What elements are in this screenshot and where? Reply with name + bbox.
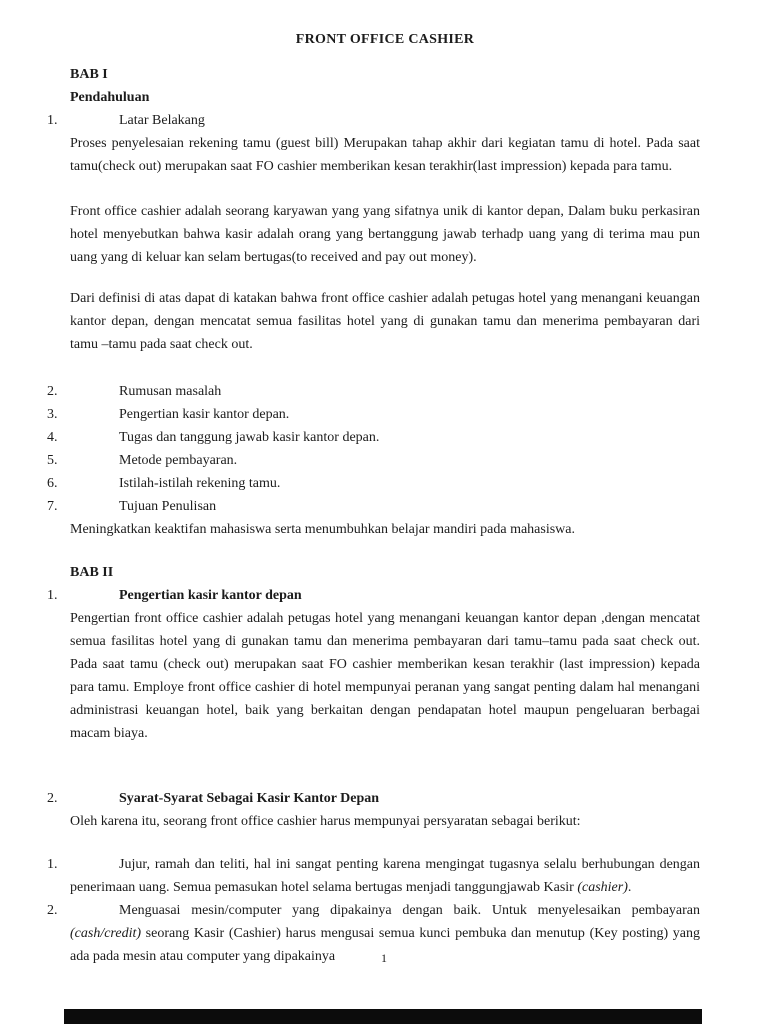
paragraph: Pengertian front office cashier adalah petugas hotel yang menangani keuangan kantor depan ,dengan mencatat semua fasilitas hotel yang di gunakan tamu dan menerima pembayaran dari tamu–tamu pada saat check out. Pada saat tamu (check out) merupakan saat FO cashier memberikan kesan terakhir (last impression) kepada para tamu. Employe front office cashier di hotel mempunyai peranan yang sangat penting dalam hal menangani administrasi keuangan hotel, baik yang berkaitan dengan pendapatan hotel maupun pengeluaran berbagai macam biaya. [70, 611, 700, 741]
list-label: Latar Belakang [119, 113, 205, 128]
section-title: Syarat-Syarat Sebagai Kasir Kantor Depan [119, 791, 380, 806]
bab1-closing-paragraph: Meningkatkan keaktifan mahasiswa serta menumbuhkan belajar mandiri pada mahasiswa. [70, 522, 575, 537]
list-item [47, 449, 700, 472]
bab1-topic-list [47, 380, 700, 518]
list-label: Metode pembayaran. [119, 453, 238, 468]
list-number: 3. [47, 407, 58, 422]
paragraph: Proses penyelesaian rekening tamu (guest bill) Merupakan tahap akhir dari kegiatan tamu di hotel. Pada saat tamu(check out) merupakan saat FO cashier memberikan kesan terakhir(last impression) kepada para tamu. [70, 136, 700, 174]
requirement-text: Menguasai mesin/computer yang dipakainya dengan baik. Untuk menyelesaikan pembayaran [119, 903, 700, 918]
list-label: Istilah-istilah rekening tamu. [119, 476, 281, 491]
list-item-latar-belakang [47, 109, 700, 132]
next-page-edge [64, 1009, 702, 1024]
list-number: 2. [47, 791, 58, 806]
bab2-section1-heading [47, 584, 700, 607]
bab2-section2-intro: Oleh karena itu, seorang front office cashier harus mempunyai persyaratan sebagai berikut: [70, 814, 581, 829]
list-item [47, 495, 700, 518]
requirement-text: seorang Kasir (Cashier) harus mengusai semua kunci pembuka dan menutup (Key posting) yang ada pada mesin atau computer yang dipakainya [70, 926, 700, 964]
bab1-section-heading: Pendahuluan [70, 90, 150, 105]
requirement-text: Jujur, ramah dan teliti, hal ini sangat penting karena mengingat tugasnya selalu berhubungan dengan penerimaan uang. Semua pemasukan hotel selama bertugas menjadi tanggungjawab Kasir [70, 857, 700, 895]
list-label: Rumusan masalah [119, 384, 222, 399]
list-item [47, 403, 700, 426]
list-item [47, 380, 700, 403]
list-item [47, 426, 700, 449]
document-title: FRONT OFFICE CASHIER [295, 32, 475, 47]
paragraph: Front office cashier adalah seorang karyawan yang yang sifatnya unik di kantor depan, Dalam buku perkasiran hotel menyebutkan bahwa kasir adalah orang yang bertanggung jawab terhadp uang yang di terima mau pun uang yang di keluar kan selam bertugas(to received and pay out money). [70, 204, 700, 265]
list-label: Tujuan Penulisan [119, 499, 217, 514]
requirement-item [47, 853, 700, 899]
list-number: 5. [47, 453, 58, 468]
paragraph: Dari definisi di atas dapat di katakan bahwa front office cashier adalah petugas hotel yang menangani keuangan kantor depan, dengan mencatat semua fasilitas hotel yang di gunakan tamu dan menerima pembayaran dari tamu –tamu pada saat check out. [70, 291, 700, 352]
list-label: Tugas dan tanggung jawab kasir kantor depan. [119, 430, 380, 445]
list-number: 6. [47, 476, 58, 491]
bab2-section2-heading [47, 787, 700, 810]
bab2-chapter-heading: BAB II [70, 565, 114, 580]
list-item [47, 472, 700, 495]
list-number: 1. [47, 588, 58, 603]
list-label: Pengertian kasir kantor depan. [119, 407, 290, 422]
list-number: 1. [47, 857, 58, 872]
requirement-text-italic: (cashier) [577, 880, 628, 895]
list-number: 2. [47, 903, 58, 918]
list-number: 2. [47, 384, 58, 399]
page-number: 1 [381, 951, 387, 965]
list-number: 7. [47, 499, 58, 514]
section-title: Pengertian kasir kantor depan [119, 588, 302, 603]
requirement-text: . [627, 880, 632, 895]
list-number: 1. [47, 113, 58, 128]
requirement-text-italic: (cash/credit) [70, 926, 142, 941]
bab1-chapter-heading: BAB I [70, 67, 108, 82]
list-number: 4. [47, 430, 58, 445]
